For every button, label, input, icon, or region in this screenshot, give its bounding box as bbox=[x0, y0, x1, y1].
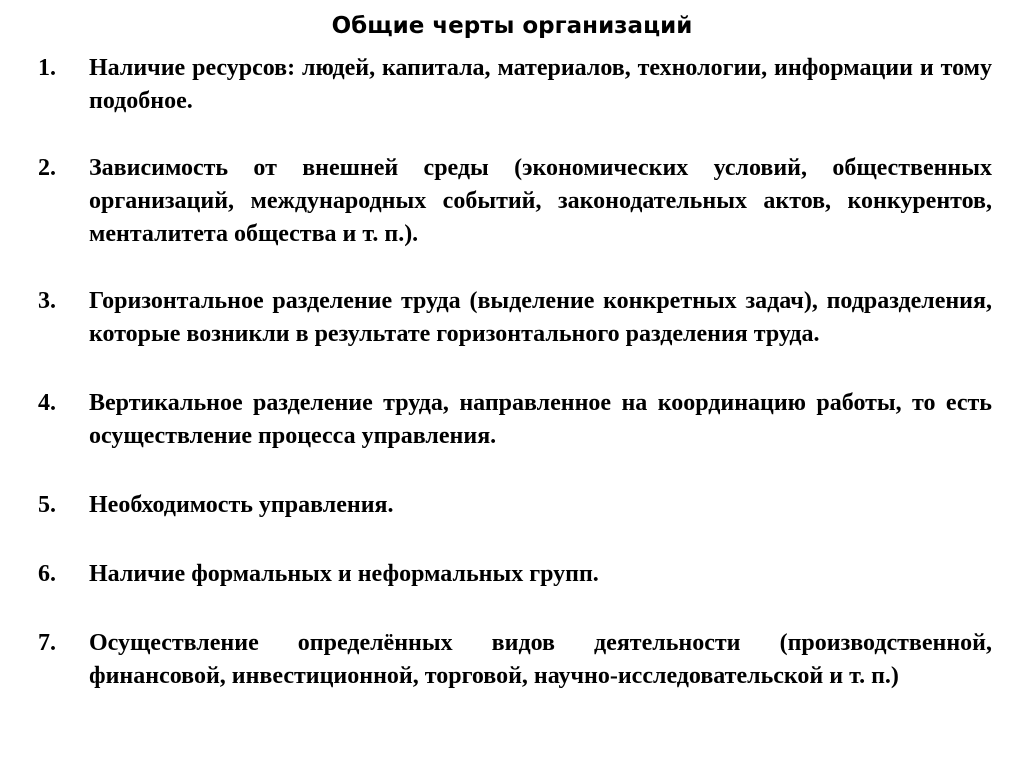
list-item-number: 7. bbox=[38, 630, 56, 656]
list-item bbox=[38, 627, 992, 693]
slide-title: Общие черты организаций bbox=[331, 13, 693, 39]
list-item-text: Необходимость управления. bbox=[89, 492, 394, 518]
list-item-number: 3. bbox=[38, 288, 56, 314]
list-item-number: 6. bbox=[38, 561, 56, 587]
list-item-text: Зависимость от внешней среды (экономических условий, общественных организаций, международных событий, законодательных актов, конкурентов, менталитета общества и т. п.). bbox=[89, 155, 992, 247]
list-item-text: Горизонтальное разделение труда (выделение конкретных задач), подразделения, которые возникли в результате горизонтального разделения труда. bbox=[89, 288, 992, 347]
list-item-text: Наличие ресурсов: людей, капитала, материалов, технологии, информации и тому подобное. bbox=[89, 55, 992, 114]
list-item bbox=[38, 52, 992, 118]
list-item-number: 4. bbox=[38, 390, 56, 416]
list-item bbox=[38, 285, 992, 351]
features-list bbox=[38, 52, 992, 693]
list-item-text: Наличие формальных и неформальных групп. bbox=[89, 561, 599, 587]
list-item bbox=[38, 152, 992, 251]
list-item-number: 1. bbox=[38, 55, 56, 81]
list-item-text: Осуществление определённых видов деятельности (производственной, финансовой, инвестиционной, торговой, научно-исследовательской и т. п.) bbox=[89, 630, 992, 689]
list-item bbox=[38, 489, 992, 522]
list-item bbox=[38, 387, 992, 453]
list-item-number: 5. bbox=[38, 492, 56, 518]
list-item bbox=[38, 558, 992, 591]
list-item-number: 2. bbox=[38, 155, 56, 181]
list-item-text: Вертикальное разделение труда, направленное на координацию работы, то есть осуществление процесса управления. bbox=[89, 390, 992, 449]
